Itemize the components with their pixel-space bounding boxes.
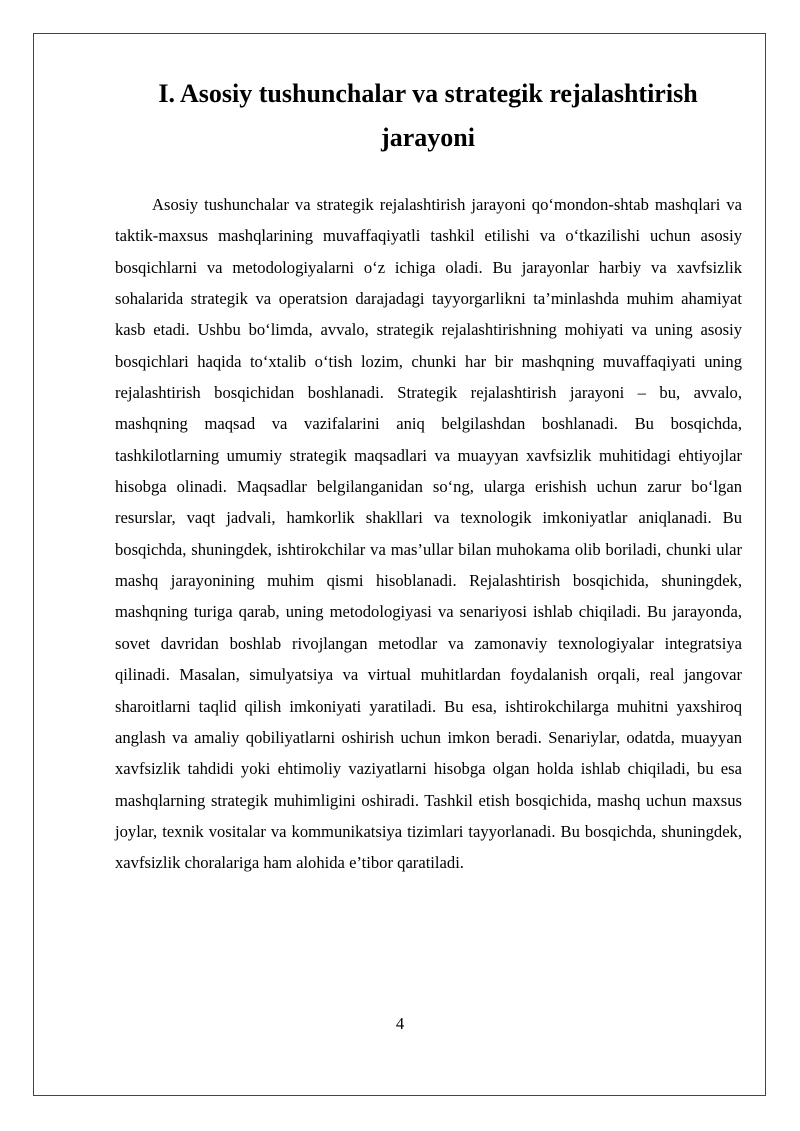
section-title: [113, 72, 743, 160]
section-title-line-1: I. Asosiy tushunchalar va strategik rejalashtirish: [158, 79, 698, 108]
section-title-line-2: jarayoni: [381, 123, 475, 152]
body-paragraph: Asosiy tushunchalar va strategik rejalashtirish jarayoni qo‘mondon-shtab mashqlari va taktik-maxsus mashqlarining muvaffaqiyatli tashkil etilishi va o‘tkazilishi uchun asosiy bosqichlarni va metodologiyalarni o‘z ichiga oladi. Bu jarayonlar harbiy va xavfsizlik sohalarida strategik va operatsion darajadagi tayyorgarlikni ta’minlashda muhim ahamiyat kasb etadi. Ushbu bo‘limda, avvalo, strategik rejalashtirishning mohiyati va uning asosiy bosqichlari haqida to‘xtalib o‘tish lozim, chunki har bir mashqning muvaffaqiyati uning rejalashtirish bosqichidan boshlanadi. Strategik rejalashtirish jarayoni – bu, avvalo, mashqning maqsad va vazifalarini aniq belgilashdan boshlanadi. Bu bosqichda, tashkilotlarning umumiy strategik maqsadlari va muayyan xavfsizlik muhitidagi ehtiyojlar hisobga olinadi. Maqsadlar belgilanganidan so‘ng, ularga erishish uchun zarur bo‘lgan resurslar, vaqt jadvali, hamkorlik shakllari va texnologik imkoniyatlar aniqlanadi. Bu bosqichda, shuningdek, ishtirokchilar va mas’ullar bilan muhokama olib boriladi, chunki ular mashq jarayonining muhim qismi hisoblanadi. Rejalashtirish bosqichida, shuningdek, mashqning turiga qarab, uning metodologiyasi va senariyosi ishlab chiqiladi. Bu jarayonda, sovet davridan boshlab rivojlangan metodlar va zamonaviy texnologiyalar integratsiya qilinadi. Masalan, simulyatsiya va virtual muhitlardan foydalanish orqali, real jangovar sharoitlarni taqlid qilish imkoniyati yaratiladi. Bu esa, ishtirokchilarga muhitni yaxshiroq anglash va amaliy qobiliyatlarni oshirish uchun imkon beradi. Senariylar, odatda, muayyan xavfsizlik tahdidi yoki ehtimoliy vaziyatlarni hisobga olgan holda ishlab chiqiladi, bu esa mashqlarning strategik muhimligini oshiradi. Tashkil etish bosqichida, mashq uchun maxsus joylar, texnik vositalar va kommunikatsiya tizimlari tayyorlanadi. Bu bosqichda, shuningdek, xavfsizlik choralariga ham alohida e’tibor qaratiladi.: [115, 195, 742, 873]
page-number: 4: [395, 1014, 405, 1033]
